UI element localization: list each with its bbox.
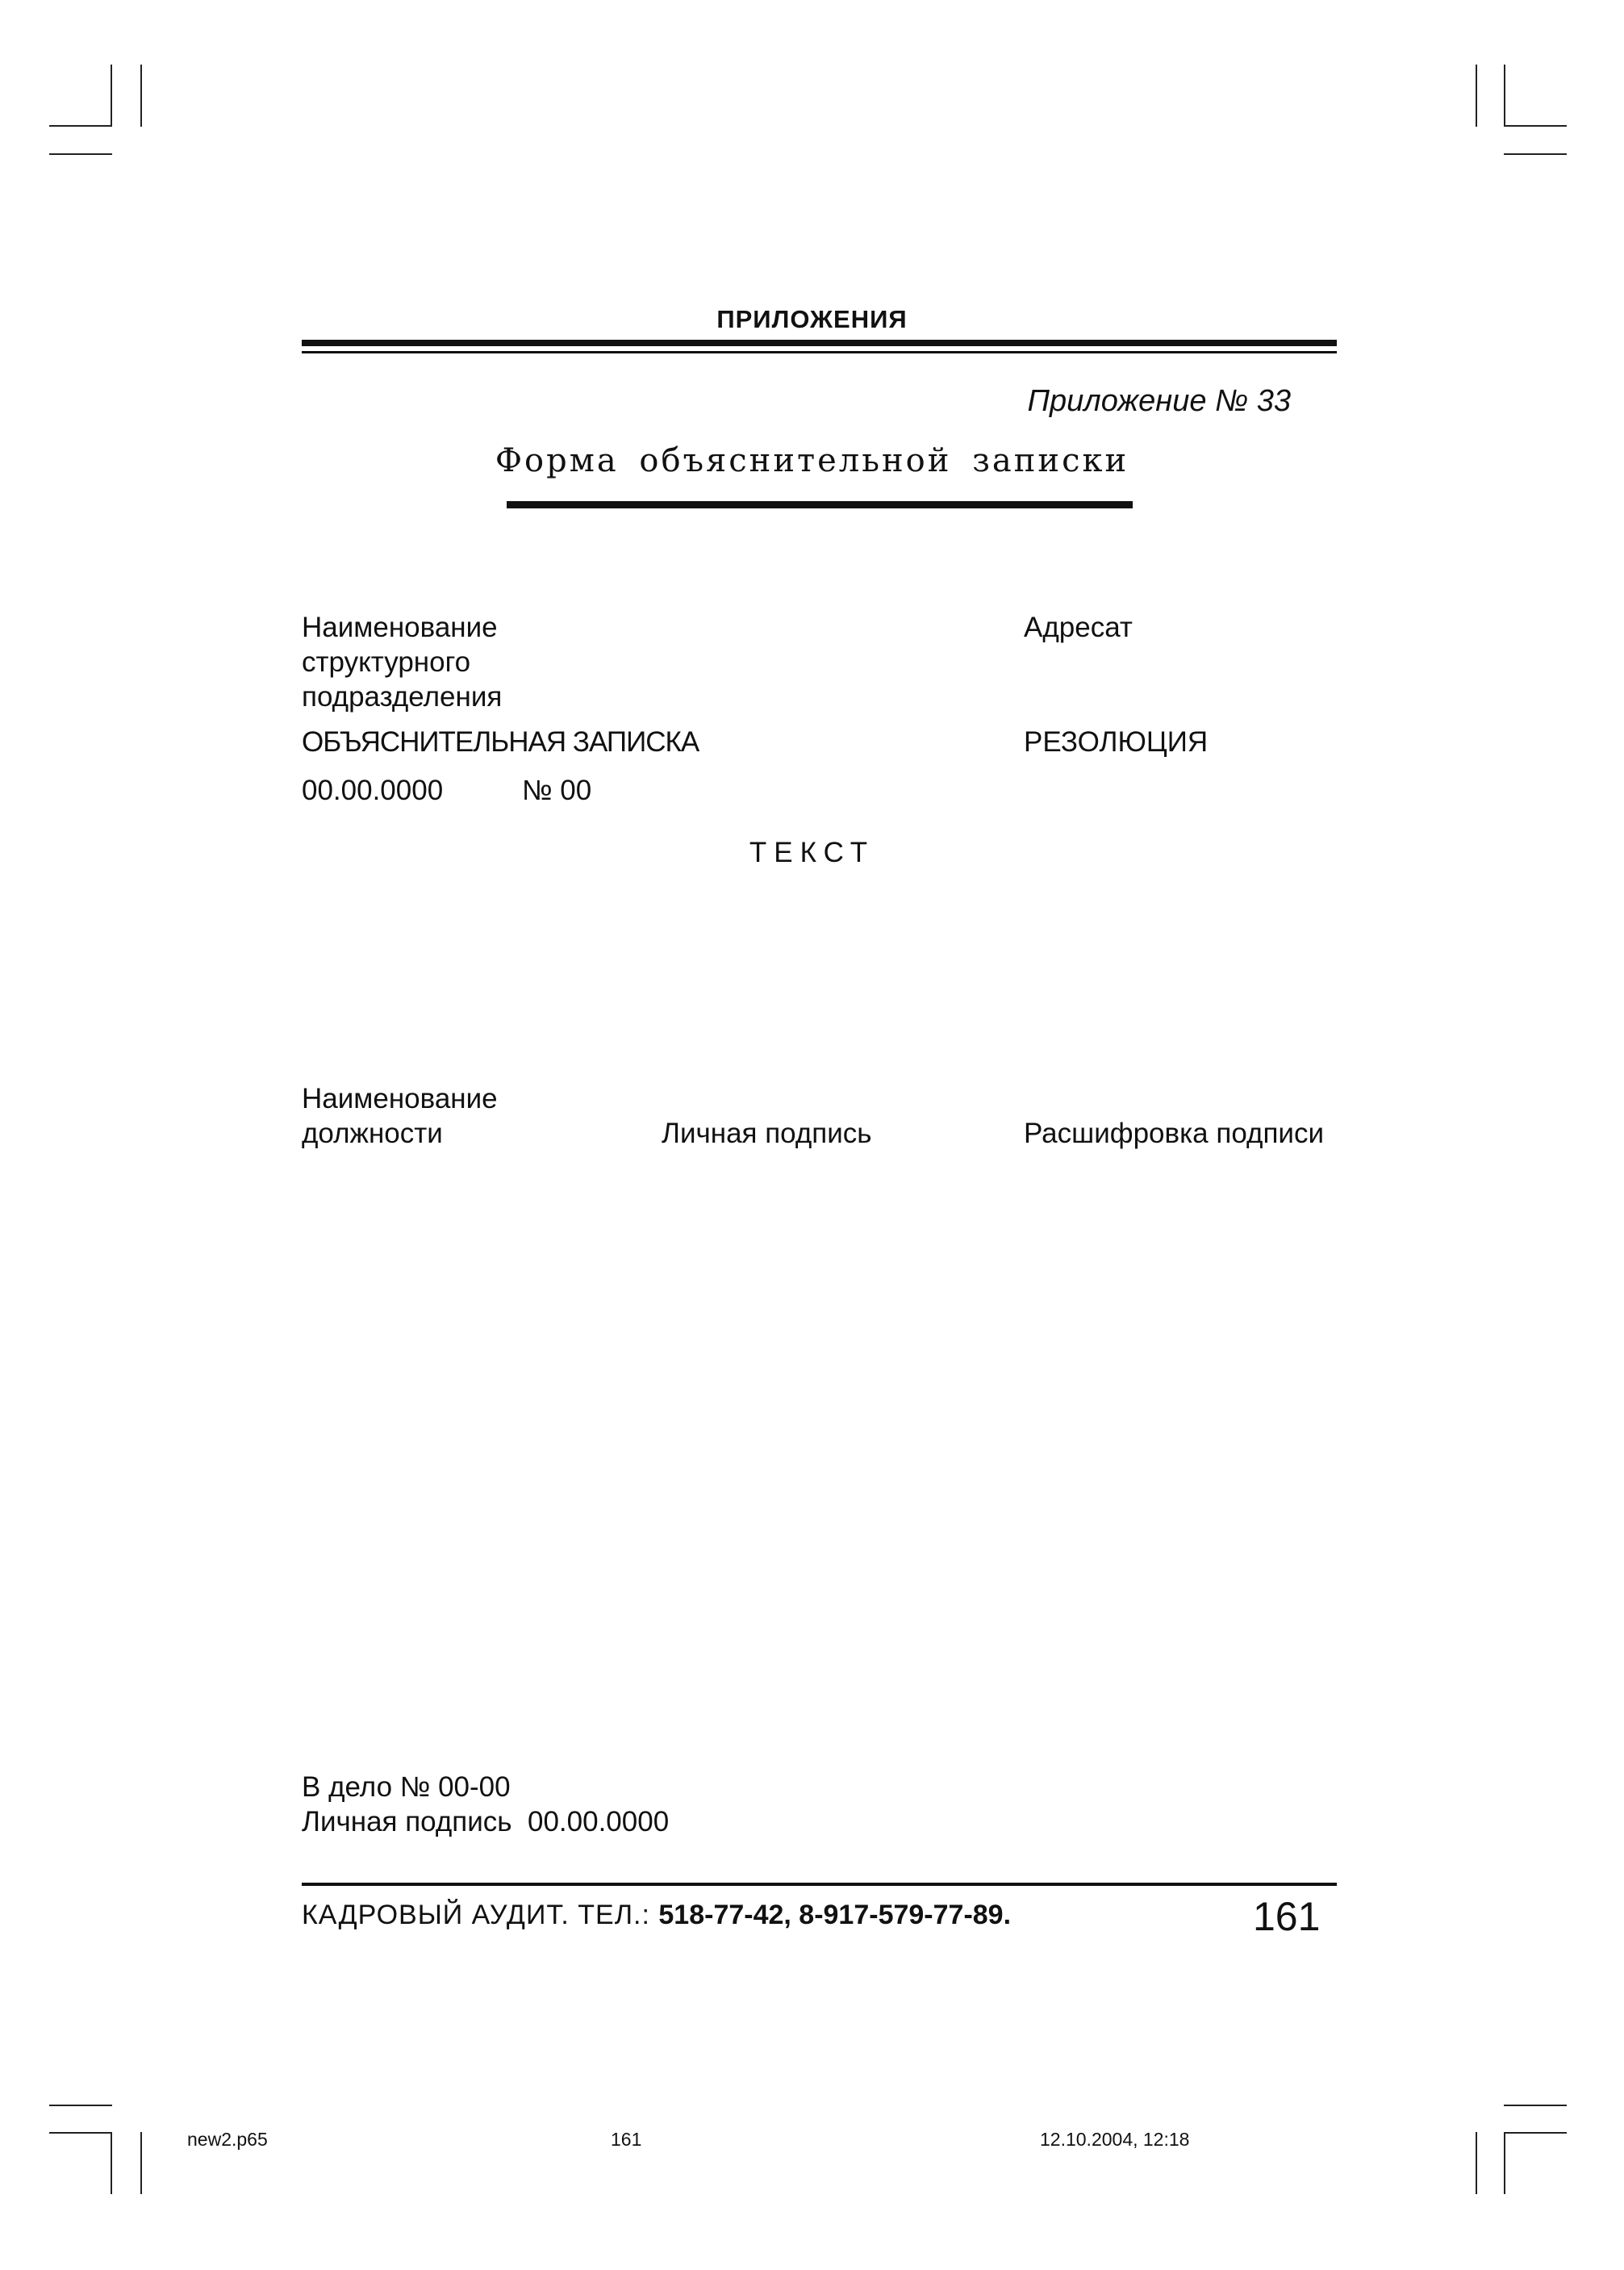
crop-mark [49,2132,112,2134]
resolution: РЕЗОЛЮЦИЯ [1024,726,1209,758]
page-number: 161 [1253,1894,1321,1939]
title-underline [507,501,1133,508]
crop-mark [49,2105,112,2106]
crop-mark [1476,65,1477,127]
crop-mark [1476,2132,1477,2194]
header-rule-thin [302,351,1337,353]
signature-decoding: Расшифровка подписи [1024,1118,1324,1149]
crop-mark [49,153,112,155]
position-line: должности [302,1118,443,1149]
slug-datetime: 12.10.2004, 12:18 [1040,2129,1190,2150]
header-rule-thick [302,340,1337,346]
footer-label: КАДРОВЫЙ АУДИТ. ТЕЛ.: [302,1900,659,1930]
footer-phones: 518-77-42, 8-917-579-77-89. [658,1900,1012,1930]
crop-mark [111,2132,112,2194]
body-text: ТЕКСТ [749,837,875,868]
appendix-label: Приложение № 33 [1027,384,1291,418]
section-header: ПРИЛОЖЕНИЯ [716,305,908,333]
crop-mark [140,65,142,127]
position-name [302,1081,498,1151]
doc-date: 00.00.0000 [302,775,444,806]
addressee: Адресат [1024,612,1133,643]
footer-rule [302,1883,1337,1886]
crop-mark [1504,2132,1567,2134]
crop-mark [1504,153,1567,155]
crop-mark [111,65,112,127]
signature-label: Личная подпись [662,1118,872,1149]
doc-number: № 00 [522,775,592,806]
slug-page: 161 [611,2129,642,2150]
crop-mark [1504,65,1505,127]
form-title: Форма объяснительной записки [495,442,1129,479]
unit-name-line: Наименование [302,612,498,643]
slug-file: new2.p65 [187,2129,268,2150]
crop-mark [140,2132,142,2194]
crop-mark [1504,125,1567,127]
file-note: В дело № 00-00 [302,1771,511,1803]
file-signature: Личная подпись 00.00.0000 [302,1806,670,1837]
unit-name [302,610,502,714]
crop-mark [1504,2105,1567,2106]
footer-text [302,1900,1011,1931]
doc-type: ОБЪЯСНИТЕЛЬНАЯ ЗАПИСКА [302,726,699,758]
unit-name-line: подразделения [302,681,503,713]
position-line: Наименование [302,1083,498,1114]
crop-mark [49,125,112,127]
crop-mark [1504,2132,1505,2194]
unit-name-line: структурного [302,646,471,678]
